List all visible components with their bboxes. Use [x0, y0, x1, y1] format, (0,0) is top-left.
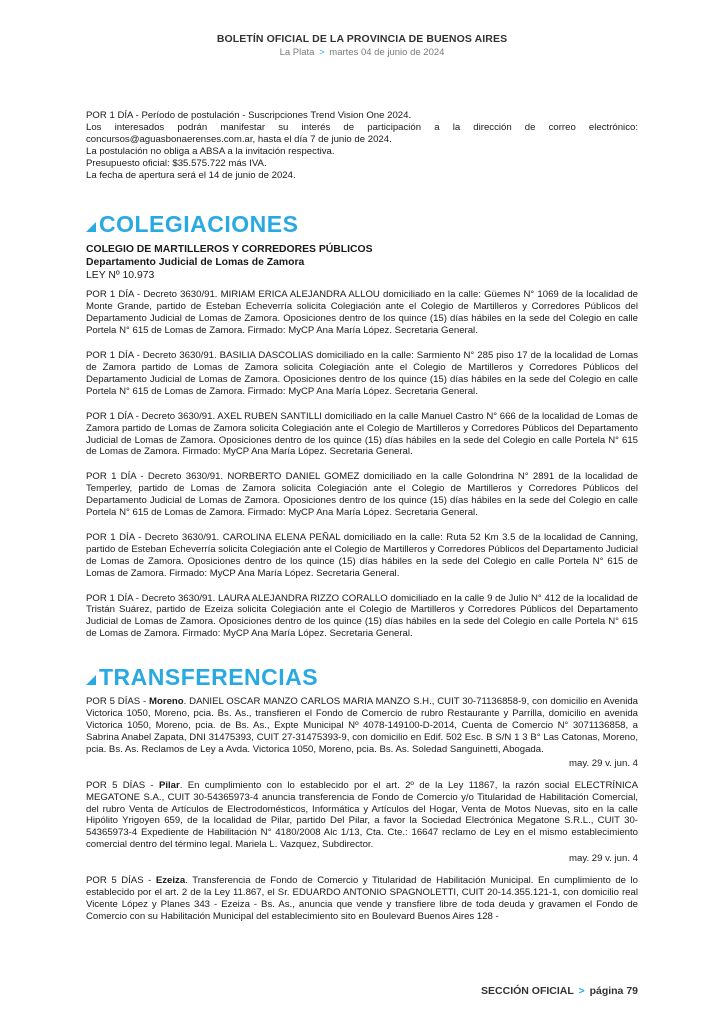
entry-text: POR 1 DÍA - Decreto 3630/91. NORBERTO DANIEL GOMEZ domiciliado en la calle Golondrina N° 2891 de la localidad de Temperley, partido de Lomas de Zamora solicita Colegiación ante el Colegio de Martilleros y Corredores Públicos del Departamento Judicial de Lomas de Zamora. Oposiciones dentro de los quince (15) días hábiles en la sede del Colegio en calle Portela N° 615 de Lomas de Zamora. Firmado: MyCP Ana María López. Secretaria General. — [86, 471, 638, 519]
colegiacion-entry — [86, 350, 638, 398]
entry-body: . En cumplimiento con lo establecido por el art. 2º de la Ley 11867, la razón social ELECTRÍNICA MEGATONE S.A., CUIT 30-54365973-4 anuncia transferencia de Fondo de Comercio y/o Titularidad de Habilitación Comercial, del rubro Venta de Artículos de Electrodomésticos, Informática y Artículos del Hogar, Venta de Motos Nuevas, sito en la calle Hipólito Yrigoyen 659, de la localidad de Pilar, partido Del Pilar, a favor la Sociedad Electrónica Megatone S.R.L., CUIT 30-54365973-4 Expediente de Habilitación N° 4180/2008 Alc 1/13, Cta. Cte.: 16647 reclamo de Ley en el mismo establecimiento comercial dentro del término legal. Mariela L. Vazquez, Subdirector. — [86, 779, 639, 851]
bulletin-title: BOLETÍN OFICIAL DE LA PROVINCIA DE BUENOS AIRES — [216, 33, 508, 45]
section-title-text: COLEGIACIONES — [99, 211, 299, 238]
entry-place: Moreno — [149, 696, 184, 708]
entry-body: . Transferencia de Fondo de Comercio y Titularidad de Habilitación Municipal. En cumplimiento de lo establecido por el art. 2 de la Ley 11.867, el Sr. EDUARDO ANTONIO SPAGNOLETTI, CUIT 20-14.355.121-1, con domicilio real Vicente López y Planes 343 - Ezeiza - Bs. As., anuncia que vende y transfiere libre de toda deuda y gravamen el Fondo de Comercio con su Habilitación Municipal del establecimiento sito en Boulevard Buenos Aires 128 - — [86, 875, 638, 922]
footer-separator: > — [578, 985, 585, 997]
transferencia-entry — [86, 780, 638, 865]
org-department: Departamento Judicial de Lomas de Zamora — [86, 257, 305, 269]
intro-line: La fecha de apertura será el 14 de junio de 2024. — [86, 169, 296, 181]
entry-text: POR 1 DÍA - Decreto 3630/91. AXEL RUBEN SANTILLI domiciliado en la calle Manuel Castro N° 666 de la localidad de Lomas de Zamora partido de Lomas de Zamora solicita Colegiación ante el Colegio de Martilleros y Corredores Públicos del Departamento Judicial de Lomas de Zamora. Oposiciones dentro de los quince (15) días hábiles en la sede del Colegio en calle Portela N° 615 de Lomas de Zamora. Firmado: MyCP Ana María López. Secretaria General. — [86, 410, 638, 458]
intro-notice — [86, 110, 638, 181]
section-title-colegiaciones — [86, 211, 638, 237]
intro-line: Los interesados podrán manifestar su interés de participación a la dirección de correo electrónico: concursos@aguasbonaerenses.com.ar, hasta el día 7 de junio de 2024. — [86, 121, 638, 145]
org-law: LEY Nº 10.973 — [86, 270, 155, 282]
entry-body: . DANIEL OSCAR MANZO CARLOS MARIA MANZO S.H., CUIT 30-71136858-9, con domicilio en Avenida Victorica 1050, Moreno, pcia. Bs. As., transfieren el Fondo de Comercio de rubro Restaurante y Parrilla, domicilio en avenida Victorica 1050, Moreno, pcia. de Bs. As., Expte Municipal Nº 4078-149100-D-2014, Cuenta de Comercio N° 3071136858, a Sabrina Anabel Zapata, DNI 31475393, CUIT 27-31475393-9, con domicilio en Edif. 502 Esc. B S/N 1 3 B° Las Catonas, Moreno, pcia. Bs. As. Reclamos de Ley a Avda. Victorica 1050, Moreno, pcia. Bs. As. Soledad Sanguinetti, Abogada. — [86, 696, 638, 755]
entry-text — [86, 696, 638, 756]
intro-line: La postulación no obliga a ABSA a la invitación respectiva. — [86, 145, 335, 157]
entry-text — [86, 780, 638, 851]
section-title-transferencias — [86, 664, 638, 690]
footer-page: página 79 — [589, 985, 638, 997]
org-name: COLEGIO DE MARTILLEROS Y CORREDORES PÚBLICOS — [86, 244, 373, 256]
colegiacion-entry — [86, 593, 638, 641]
transferencia-entry — [86, 696, 638, 770]
transferencia-entry — [86, 875, 638, 923]
intro-line: Presupuesto oficial: $35.575.722 más IVA. — [86, 157, 267, 169]
colegiacion-entry — [86, 532, 638, 580]
colegiacion-entry — [86, 471, 638, 519]
header-date-line — [0, 47, 724, 58]
entry-text — [86, 875, 638, 923]
triangle-icon — [86, 675, 96, 685]
entry-text: POR 1 DÍA - Decreto 3630/91. MIRIAM ERICA ALEJANDRA ALLOU domiciliado en la calle: Güemes N° 1069 de la localidad de Monte Grande, partido de Esteban Echeverría solicita Colegiación ante el Colegio de Martilleros y Corredores Públicos del Departamento Judicial de Lomas de Zamora. Oposiciones dentro de los quince (15) días hábiles en la sede del Colegio en calle Portela N° 615 de Lomas de Zamora. Firmado: MyCP Ana María López. Secretaria General. — [86, 289, 638, 337]
intro-line: POR 1 DÍA - Período de postulación - Suscripciones Trend Vision One 2024. — [86, 110, 412, 121]
entry-text: POR 1 DÍA - Decreto 3630/91. CAROLINA ELENA PEÑAL domiciliado en la calle: Ruta 52 Km 3.5 de la localidad de Canning, partido de Esteban Echeverría solicita Colegiación ante el Colegio de Martilleros y Corredores Públicos del Departamento Judicial de Lomas de Zamora. Oposiciones dentro de los quince (15) días hábiles en la sede del Colegio en calle Portela N° 615 de Lomas de Zamora. Firmado: MyCP Ana María López. Secretaria General. — [86, 531, 638, 579]
page-content — [86, 110, 638, 936]
section-title-text: TRANSFERENCIAS — [99, 664, 319, 691]
entry-text: POR 1 DÍA - Decreto 3630/91. BASILIA DASCOLIAS domiciliado en la calle: Sarmiento N° 285 piso 17 de la localidad de Lomas de Zamora partido de Lomas de Zamora solicita Colegiación ante el Colegio de Martilleros y Corredores Públicos del Departamento Judicial de Lomas de Zamora. Oposiciones dentro de los quince (15) días hábiles en la sede del Colegio en calle Portela N° 615 de Lomas de Zamora. Firmado: MyCP Ana María López. Secretaria General. — [86, 350, 638, 397]
colegiacion-entry — [86, 411, 638, 459]
header-date: martes 04 de junio de 2024 — [329, 47, 445, 58]
entry-dates: may. 29 v. jun. 4 — [569, 853, 638, 865]
header-separator: > — [319, 47, 325, 58]
entry-dates: may. 29 v. jun. 4 — [569, 757, 638, 769]
entry-prefix: POR 5 DÍAS - — [86, 779, 159, 791]
footer-section: SECCIÓN OFICIAL — [481, 985, 574, 997]
triangle-icon — [86, 222, 96, 232]
entry-place: Pilar — [158, 779, 180, 791]
entry-text: POR 1 DÍA - Decreto 3630/91. LAURA ALEJANDRA RIZZO CORALLO domiciliado en la calle 9 de Julio N° 412 de la localidad de Tristán Suárez, partido de Ezeiza solicita Colegiación ante el Colegio de Martilleros y Corredores Públicos del Departamento Judicial de Lomas de Zamora. Oposiciones dentro de los quince (15) días hábiles en la sede del Colegio en calle Portela N° 615 de Lomas de Zamora. Firmado: MyCP Ana María López. Secretaria General. — [86, 592, 638, 640]
entry-prefix: POR 5 DÍAS - — [86, 696, 149, 708]
entry-place: Ezeiza — [155, 875, 186, 887]
colegiacion-entry — [86, 289, 638, 337]
entry-prefix: POR 5 DÍAS - — [86, 875, 156, 887]
page-header — [0, 33, 724, 58]
page-footer — [481, 985, 638, 997]
header-city: La Plata — [279, 47, 315, 58]
